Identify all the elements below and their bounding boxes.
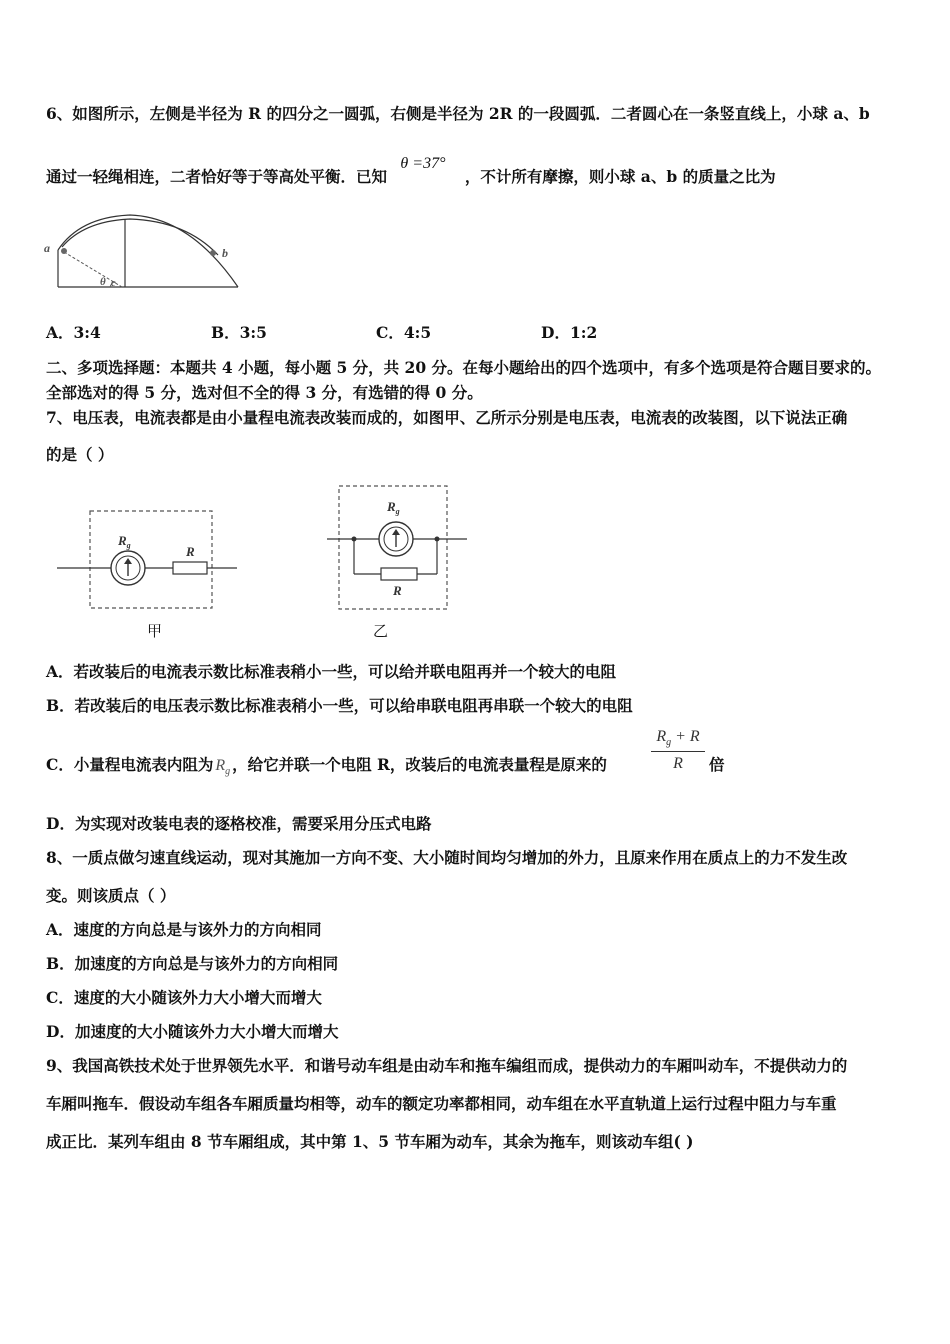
- q8-option-b: B．加速度的方向总是与该外力的方向相同: [46, 954, 339, 973]
- range-fraction: [651, 728, 705, 773]
- fraction-bar: [651, 751, 705, 752]
- voltmeter-circuit-figure: [55, 505, 245, 615]
- shunt-resistor: [381, 568, 417, 580]
- q6-stem-line1: 6、如图所示，左侧是半径为 R 的四分之一圆弧，右侧是半径为 2R 的一段圆弧．二者圆心在一条竖直线上，小球 a、b: [46, 104, 870, 123]
- q9-stem-line3: 成正比．某列车组由 8 节车厢组成，其中第 1、5 节车厢为动车，其余为拖车，则该动车组( ): [46, 1132, 694, 1151]
- q6-arc-figure: [40, 205, 250, 300]
- q7-option-c-mid: ，给它并联一个电阻 R，改装后的电流表量程是原来的: [232, 755, 607, 774]
- q8-stem-line2: 变。则该质点（ ）: [46, 886, 176, 905]
- q7-stem-line1: 7、电压表，电流表都是由小量程电流表改装而成的，如图甲、乙所示分别是电压表，电流表的改装图，以下说法正确: [46, 408, 848, 427]
- q6-option-a: A．3:4: [46, 323, 101, 342]
- ball-a: [61, 248, 67, 254]
- q6-option-c: C．4:5: [376, 323, 432, 342]
- q6-option-d: D．1:2: [541, 323, 598, 342]
- caption-jia: 甲: [147, 622, 163, 640]
- label-a: a: [44, 241, 50, 255]
- ball-b: [210, 250, 216, 256]
- label-c: c: [111, 278, 116, 289]
- ammeter-circuit-figure: [325, 482, 475, 614]
- fraction-denominator: R: [673, 755, 683, 773]
- label-theta: θ: [100, 276, 106, 288]
- q9-stem-line2: 车厢叫拖车．假设动车组各车厢质量均相等，动车的额定功率都相同，动车组在水平直轨道上运行过程中阻力与车重: [46, 1094, 837, 1113]
- rg-symbol: $R_g$: [215, 757, 231, 778]
- dashed-box: [90, 511, 212, 608]
- fraction-numerator: $R_g + R$: [656, 728, 700, 749]
- section2-instructions-line2: 全部选对的得 5 分，选对但不全的得 3 分，有选错的得 0 分。: [46, 383, 483, 402]
- theta-expression: θ =37°: [400, 155, 446, 172]
- r-label: R: [186, 544, 195, 559]
- label-b: b: [222, 246, 228, 260]
- q6-option-b: B．3:5: [211, 323, 267, 342]
- q6-stem-pre: 通过一轻绳相连，二者恰好等于等高处平衡．已知: [46, 167, 388, 186]
- series-resistor: [173, 562, 207, 574]
- q7-option-c-post: 倍: [709, 755, 725, 774]
- rg-label: $R_g$: [387, 499, 400, 516]
- q7-option-a: A．若改装后的电流表示数比标准表稍小一些，可以给并联电阻再并一个较大的电阻: [46, 662, 617, 681]
- caption-yi: 乙: [373, 622, 389, 640]
- q8-option-a: A．速度的方向总是与该外力的方向相同: [46, 920, 322, 939]
- q7-option-c: [46, 753, 607, 777]
- q7-option-b: B．若改装后的电压表示数比标准表稍小一些，可以给串联电阻再串联一个较大的电阻: [46, 696, 633, 715]
- section2-instructions-line1: 二、多项选择题：本题共 4 小题，每小题 5 分，共 20 分。在每小题给出的四个选项中，有多个选项是符合题目要求的。: [46, 358, 882, 377]
- up-arrow-icon: [124, 558, 132, 564]
- q8-stem-line1: 8、一质点做匀速直线运动，现对其施加一方向不变、大小随时间均匀增加的外力，且原来作用在质点上的力不发生改: [46, 848, 848, 867]
- q9-stem-line1: 9、我国高铁技术处于世界领先水平．和谐号动车组是由动车和拖车编组而成，提供动力的车厢叫动车，不提供动力的: [46, 1056, 848, 1075]
- q8-option-c: C．速度的大小随该外力大小增大而增大: [46, 988, 322, 1007]
- q6-stem-line2: [46, 155, 776, 187]
- q7-stem-line2: 的是（ ）: [46, 445, 114, 464]
- rg-label: $R_g$: [118, 533, 131, 550]
- r-label: R: [393, 583, 402, 598]
- rope: [62, 219, 218, 255]
- q6-stem-post: ，不计所有摩擦，则小球 a、b 的质量之比为: [464, 167, 776, 186]
- q8-option-d: D．加速度的大小随该外力大小增大而增大: [46, 1022, 339, 1041]
- q7-option-c-pre: C．小量程电流表内阻为: [46, 755, 214, 774]
- q7-option-d: D．为实现对改装电表的逐格校准，需要采用分压式电路: [46, 814, 432, 833]
- up-arrow-icon: [392, 529, 400, 535]
